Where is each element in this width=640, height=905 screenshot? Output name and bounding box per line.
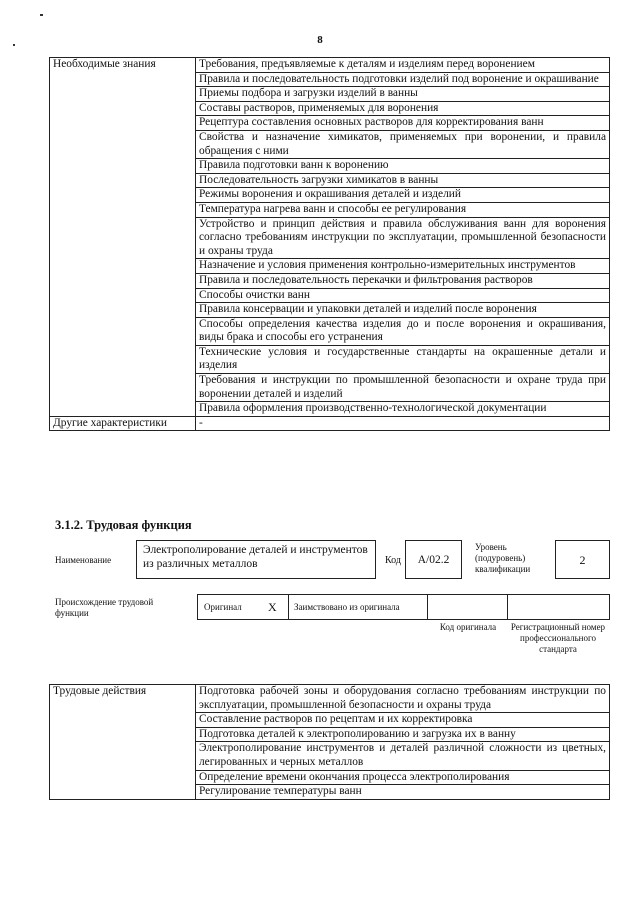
knowledge-item: Назначение и условия применения контрольно-измерительных инструментов bbox=[196, 259, 610, 274]
code-box bbox=[405, 540, 462, 579]
knowledge-item: Требования и инструкции по промышленной безопасности и охране труда при воронении деталей и изделий bbox=[196, 374, 610, 402]
scan-speck bbox=[40, 14, 43, 16]
labor-item: Подготовка рабочей зоны и оборудования согласно требованиям инструкции по эксплуатации, промышленной безопасности и охраны труда bbox=[196, 685, 610, 713]
level-label: Уровень (подуровень) квалификации bbox=[475, 542, 531, 574]
original-mark: X bbox=[268, 600, 277, 614]
knowledge-item: Способы определения качества изделия до и после воронения и окрашивания, виды брака и способы его устранения bbox=[196, 317, 610, 345]
origin-original-cell bbox=[197, 594, 289, 620]
labor-item: Определение времени окончания процесса электрополирования bbox=[196, 770, 610, 785]
table-row bbox=[50, 685, 610, 713]
other-label: Другие характеристики bbox=[50, 416, 196, 431]
code-value: А/02.2 bbox=[417, 554, 450, 566]
knowledge-item: Способы очистки ванн bbox=[196, 288, 610, 303]
knowledge-item: Приемы подбора и загрузки изделий в ванны bbox=[196, 87, 610, 102]
name-box bbox=[136, 540, 376, 579]
page-number: 8 bbox=[317, 34, 323, 46]
labor-item: Электрополирование инструментов и деталей различной сложности из цветных, легированных и черных металлов bbox=[196, 742, 610, 770]
table-row bbox=[50, 416, 610, 431]
other-value: - bbox=[196, 416, 610, 431]
level-box bbox=[555, 540, 610, 579]
reg-caption: Регистрационный номер профессионального стандарта bbox=[510, 622, 606, 654]
knowledge-item: Требования, предъявляемые к деталям и изделиям перед воронением bbox=[196, 58, 610, 73]
origin-code-cell bbox=[427, 594, 508, 620]
section-title: 3.1.2. Трудовая функция bbox=[55, 518, 192, 532]
knowledge-item: Последовательность загрузки химикатов в ванны bbox=[196, 173, 610, 188]
origin-label: Происхождение трудовой функции bbox=[55, 597, 154, 618]
labor-table bbox=[49, 684, 610, 800]
name-label: Наименование bbox=[55, 555, 112, 565]
knowledge-item: Правила и последовательность перекачки и фильтрования растворов bbox=[196, 273, 610, 288]
knowledge-item: Составы растворов, применяемых для воронения bbox=[196, 101, 610, 116]
labor-item: Составление растворов по рецептам и их корректировка bbox=[196, 713, 610, 728]
borrowed-label: Заимствовано из оригинала bbox=[294, 602, 400, 612]
original-label: Оригинал bbox=[204, 602, 242, 612]
origin-borrowed-cell bbox=[288, 594, 428, 620]
level-value: 2 bbox=[579, 553, 586, 567]
knowledge-item: Правила и последовательность подготовки изделий под воронение и окрашивание bbox=[196, 72, 610, 87]
labor-item: Регулирование температуры ванн bbox=[196, 785, 610, 800]
knowledge-item: Устройство и принцип действия и правила обслуживания ванн для воронения согласно требованиям инструкции по эксплуатации, промышленной безопасности и охраны труда bbox=[196, 217, 610, 259]
knowledge-item: Режимы воронения и окрашивания деталей и изделий bbox=[196, 188, 610, 203]
origin-reg-cell bbox=[507, 594, 610, 620]
knowledge-item: Свойства и назначение химикатов, применяемых при воронении, и правила обращения с ними bbox=[196, 130, 610, 158]
knowledge-item: Правила оформления производственно-технологической документации bbox=[196, 402, 610, 417]
knowledge-item: Правила консервации и упаковки деталей и изделий после воронения bbox=[196, 303, 610, 318]
knowledge-table bbox=[49, 57, 610, 431]
knowledge-item: Технические условия и государственные стандарты на окрашенные детали и изделия bbox=[196, 345, 610, 373]
code-caption: Код оригинала bbox=[439, 622, 497, 632]
labor-label: Трудовые действия bbox=[50, 685, 196, 800]
knowledge-item: Рецептура составления основных растворов для корректирования ванн bbox=[196, 116, 610, 131]
knowledge-item: Правила подготовки ванн к воронению bbox=[196, 159, 610, 174]
knowledge-label: Необходимые знания bbox=[50, 58, 196, 417]
knowledge-item: Температура нагрева ванн и способы ее регулирования bbox=[196, 202, 610, 217]
table-row bbox=[50, 58, 610, 73]
labor-item: Подготовка деталей к электрополированию и загрузка их в ванну bbox=[196, 727, 610, 742]
code-label: Код bbox=[385, 555, 401, 566]
name-value: Электрополирование деталей и инструментов из различных металлов bbox=[143, 544, 368, 570]
